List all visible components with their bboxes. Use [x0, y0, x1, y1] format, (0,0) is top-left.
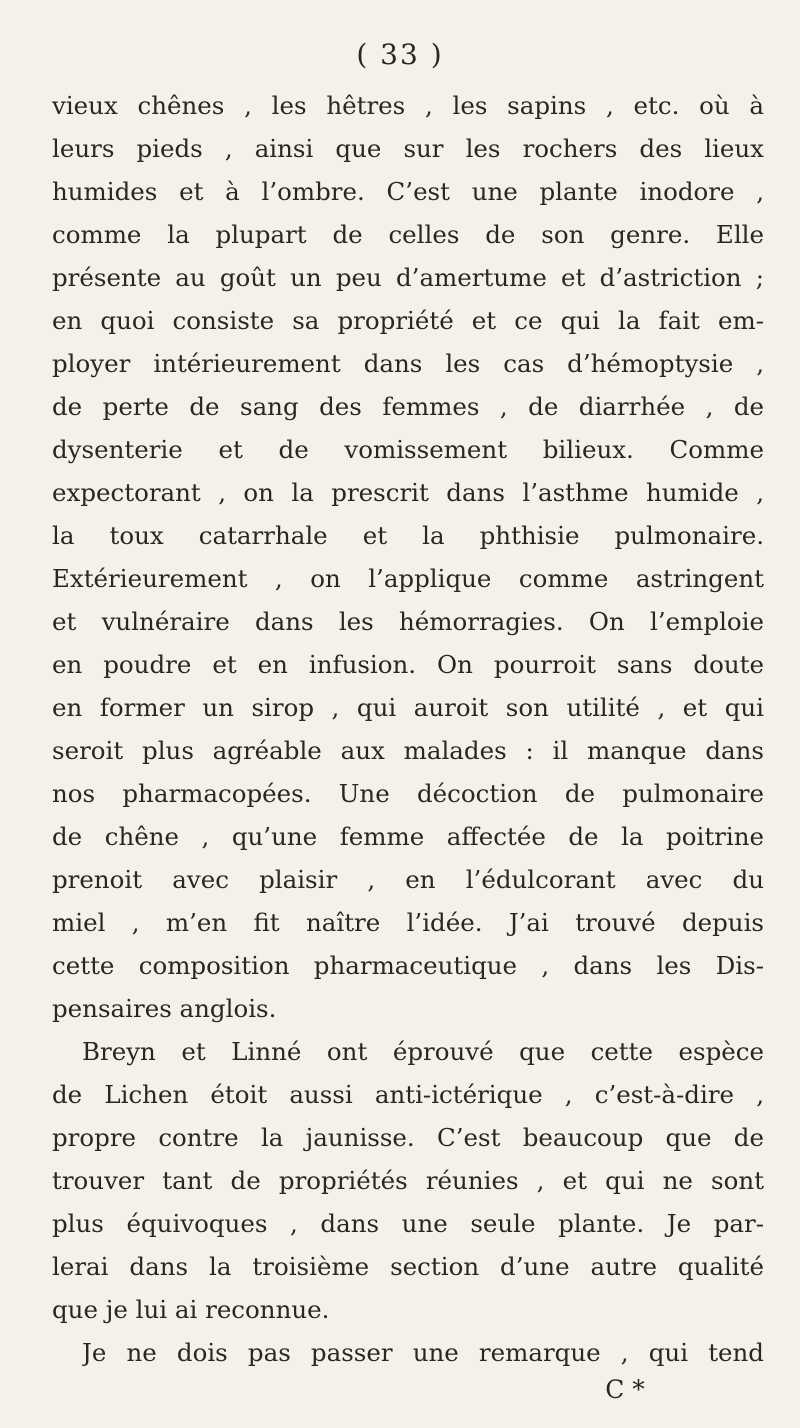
text-line: expectorant , on la prescrit dans l’asthme humide ,	[52, 478, 764, 507]
text-line: trouver tant de propriétés réunies , et qui ne sont	[52, 1166, 764, 1195]
text-line: plus équivoques , dans une seule plante. Je par-	[52, 1209, 764, 1238]
text-line: ployer intérieurement dans les cas d’hémoptysie ,	[52, 349, 764, 378]
text-line: Je ne dois pas passer une remarque , qui tend	[82, 1338, 764, 1367]
text-line: prenoit avec plaisir , en l’édulcorant avec du	[52, 865, 764, 894]
text-line: miel , m’en fit naître l’idée. J’ai trouvé depuis	[52, 908, 764, 937]
text-line: que je lui ai reconnue.	[52, 1295, 330, 1324]
text-line: dysenterie et de vomissement bilieux. Comme	[52, 435, 764, 464]
text-line: Extérieurement , on l’applique comme astringent	[52, 564, 764, 593]
text-line: de perte de sang des femmes , de diarrhée , de	[52, 392, 764, 421]
text-line: en poudre et en infusion. On pourroit sans doute	[52, 650, 764, 679]
text-line: vieux chênes , les hêtres , les sapins , etc. où à	[52, 91, 764, 120]
page-number-header: ( 33 )	[356, 38, 444, 71]
text-line: présente au goût un peu d’amertume et d’astriction ;	[52, 263, 764, 292]
text-line: Breyn et Linné ont éprouvé que cette espèce	[82, 1037, 764, 1066]
text-line: comme la plupart de celles de son genre. Elle	[52, 220, 764, 249]
text-line: nos pharmacopées. Une décoction de pulmonaire	[52, 779, 764, 808]
text-line: la toux catarrhale et la phthisie pulmonaire.	[52, 521, 764, 550]
text-line: cette composition pharmaceutique , dans les Dis-	[52, 951, 764, 980]
text-line: de Lichen étoit aussi anti-ictérique , c’est-à-dire ,	[52, 1080, 764, 1109]
text-line: en former un sirop , qui auroit son utilité , et qui	[52, 693, 764, 722]
text-line: et vulnéraire dans les hémorragies. On l’emploie	[52, 607, 764, 636]
text-line: leurs pieds , ainsi que sur les rochers des lieux	[52, 134, 764, 163]
text-line: propre contre la jaunisse. C’est beaucoup que de	[52, 1123, 764, 1152]
signature-mark: C *	[605, 1375, 645, 1404]
text-line: en quoi consiste sa propriété et ce qui la fait em-	[52, 306, 764, 335]
text-line: pensaires anglois.	[52, 994, 277, 1023]
text-line: humides et à l’ombre. C’est une plante inodore ,	[52, 177, 764, 206]
text-line: seroit plus agréable aux malades : il manque dans	[52, 736, 764, 765]
text-line: lerai dans la troisième section d’une autre qualité	[52, 1252, 764, 1281]
text-line: de chêne , qu’une femme affectée de la poitrine	[52, 822, 764, 851]
